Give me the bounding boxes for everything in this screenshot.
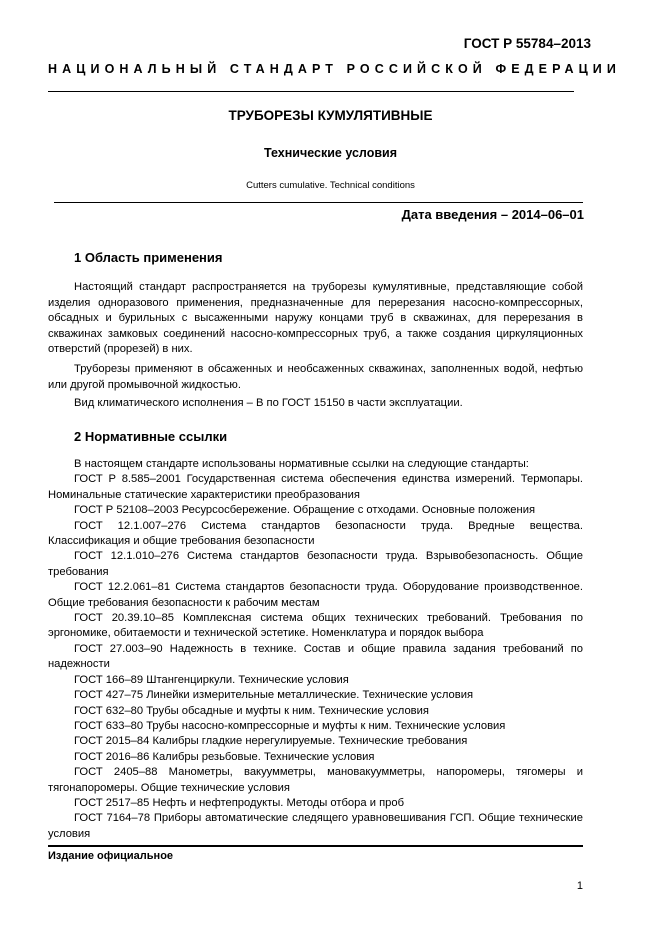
reference-item: ГОСТ 2517–85 Нефть и нефтепродукты. Методы отбора и проб xyxy=(74,796,404,809)
normative-references-list xyxy=(48,457,583,842)
page-number: 1 xyxy=(576,880,583,892)
reference-item: ГОСТ Р 52108–2003 Ресурсосбережение. Обращение с отходами. Основные положения xyxy=(74,504,536,517)
reference-item: ГОСТ 12.2.061–81 Система стандартов безопасности труда. Оборудование производственное. Общие требования безопасности к рабочим местам xyxy=(48,581,583,609)
introduction-date: Дата введения – 2014–06–01 xyxy=(401,207,584,222)
reference-item: ГОСТ 2405–88 Манометры, вакуумметры, мановакуумметры, напоромеры, тягомеры и тягонапоромеры. Общие технические условия xyxy=(48,766,583,794)
reference-item: ГОСТ 12.1.007–276 Система стандартов безопасности труда. Вредные вещества. Классификация и общие требования безопасности xyxy=(48,519,583,548)
reference-intro: В настоящем стандарте использованы нормативные ссылки на следующие стандарты: xyxy=(74,458,529,470)
reference-item: ГОСТ 2015–84 Калибры гладкие нерегулируемые. Технические требования xyxy=(74,735,468,748)
section-1-paragraph: Вид климатического исполнения – В по ГОСТ 15150 в части эксплуатации. xyxy=(74,397,463,409)
section-1-paragraph: Труборезы применяют в обсаженных и необсаженных скважинах, заполненных водой, нефтью или другой промывочной жидкостью. xyxy=(48,363,583,391)
reference-item: ГОСТ 632–80 Трубы обсадные и муфты к ним. Технические условия xyxy=(74,704,429,717)
footer-divider xyxy=(48,845,583,847)
section-2-heading: 2 Нормативные ссылки xyxy=(74,429,228,444)
reference-item: ГОСТ 27.003–90 Надежность в технике. Состав и общие правила задания требований по надежности xyxy=(48,642,583,671)
reference-item: ГОСТ 166–89 Штангенциркули. Технические условия xyxy=(74,673,349,686)
official-edition-label: Издание официальное xyxy=(48,850,174,862)
reference-item: ГОСТ 7164–78 Приборы автоматические следящего уравновешивания ГСП. Общие технические условия xyxy=(48,812,583,840)
section-1-heading: 1 Область применения xyxy=(74,250,223,265)
reference-item: ГОСТ 633–80 Трубы насосно-компрессорные и муфты к ним. Технические условия xyxy=(74,719,506,732)
reference-item: ГОСТ 20.39.10–85 Комплексная система общих технических требований. Требования по эргономике, обитаемости и технической эстетике. Номенклатура и порядок выбора xyxy=(48,612,583,640)
reference-item: ГОСТ 427–75 Линейки измерительные металлические. Технические условия xyxy=(74,689,474,702)
national-standard-banner: НАЦИОНАЛЬНЫЙ СТАНДАРТ РОССИЙСКОЙ ФЕДЕРАЦИИ xyxy=(48,62,621,76)
title-divider xyxy=(54,202,583,203)
document-title: ТРУБОРЕЗЫ КУМУЛЯТИВНЫЕ xyxy=(228,108,433,123)
top-divider xyxy=(48,91,574,92)
reference-item: ГОСТ Р 8.585–2001 Государственная система обеспечения единства измерений. Термопары. Номинальные статические характеристики преобразования xyxy=(48,473,583,501)
reference-item: ГОСТ 2016–86 Калибры резьбовые. Технические условия xyxy=(74,750,375,763)
english-title: Cutters cumulative. Technical conditions xyxy=(246,180,415,191)
gost-number: ГОСТ Р 55784–2013 xyxy=(463,36,591,51)
section-1-paragraph: Настоящий стандарт распространяется на труборезы кумулятивные, представляющие собой изделия одноразового применения, предназначенные для перерезания насосно-компрессорных, обсадных и бурильных с высаженными наружу концами труб в скважинах, для перерезания в скважинах замковых соединений насосно-компрессорных труб, а также создания циркуляционных отверстий (прорезей) в них. xyxy=(48,281,583,355)
document-subtitle: Технические условия xyxy=(263,146,397,160)
reference-item: ГОСТ 12.1.010–276 Система стандартов безопасности труда. Взрывобезопасность. Общие требования xyxy=(48,550,583,578)
